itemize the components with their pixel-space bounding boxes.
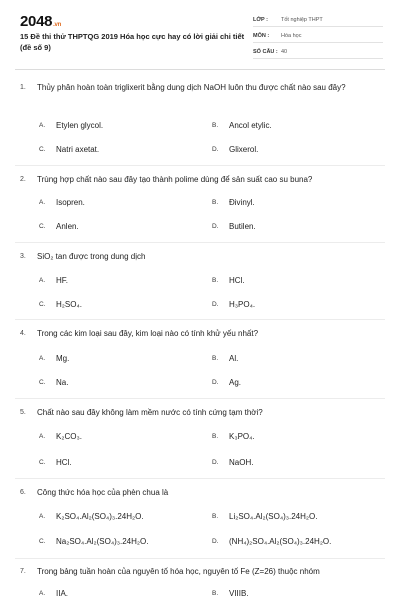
question-2 xyxy=(20,173,390,186)
option-2c[interactable] xyxy=(39,222,79,232)
option-letter: B. xyxy=(212,355,219,362)
question-5 xyxy=(20,406,390,419)
logo-text: 2048 xyxy=(20,13,53,30)
option-letter: A. xyxy=(39,433,46,440)
option-3d[interactable] xyxy=(212,300,255,310)
option-2d[interactable] xyxy=(212,222,256,232)
option-letter: B. xyxy=(212,433,219,440)
question-number: 1. xyxy=(20,84,26,91)
option-letter: A. xyxy=(39,355,46,362)
option-letter: C. xyxy=(39,223,46,230)
question-number: 2. xyxy=(20,176,26,183)
option-letter: A. xyxy=(39,590,46,597)
site-logo[interactable] xyxy=(20,13,61,30)
option-text: Etylen glycol. xyxy=(56,121,104,130)
question-6 xyxy=(20,486,390,499)
meta-value: Tốt nghiệp THPT xyxy=(281,17,323,23)
meta-value: 40 xyxy=(281,49,288,55)
question-text: SiO₂ tan được trong dung dịch xyxy=(37,252,146,261)
option-text: Natri axetat. xyxy=(56,145,100,154)
option-letter: D. xyxy=(212,301,219,308)
option-letter: A. xyxy=(39,122,46,129)
option-3b[interactable] xyxy=(212,276,245,286)
question-separator xyxy=(15,165,385,166)
option-2b[interactable] xyxy=(212,198,255,208)
question-text: Trong bảng tuần hoàn của nguyên tố hóa học, nguyên tố Fe (Z=26) thuộc nhóm xyxy=(37,567,320,576)
question-text: Chất nào sau đây không làm mềm nước có tính cứng tạm thời? xyxy=(37,408,263,417)
option-text: HF. xyxy=(56,276,68,285)
option-letter: D. xyxy=(212,538,219,545)
option-6c[interactable] xyxy=(39,537,148,547)
question-number: 6. xyxy=(20,489,26,496)
option-6b[interactable] xyxy=(212,512,317,522)
question-separator xyxy=(15,558,385,559)
question-number: 3. xyxy=(20,253,26,260)
option-letter: D. xyxy=(212,146,219,153)
question-separator xyxy=(15,398,385,399)
option-letter: C. xyxy=(39,459,46,466)
option-text: Glixerol. xyxy=(229,145,259,154)
question-number: 7. xyxy=(20,568,26,575)
option-letter: C. xyxy=(39,146,46,153)
option-text: Na. xyxy=(56,378,69,387)
option-text: VIIIB. xyxy=(229,589,249,598)
option-4d[interactable] xyxy=(212,378,241,388)
question-text: Trùng hợp chất nào sau đây tạo thành polime dùng để sản suất cao su buna? xyxy=(37,175,313,184)
option-text: Butilen. xyxy=(229,222,256,231)
meta-key: SỐ CÂU : xyxy=(253,49,278,55)
question-4 xyxy=(20,327,390,340)
option-letter: D. xyxy=(212,379,219,386)
option-letter: A. xyxy=(39,277,46,284)
header-divider xyxy=(15,69,385,70)
option-1d[interactable] xyxy=(212,145,258,155)
option-letter: C. xyxy=(39,538,46,545)
option-2a[interactable] xyxy=(39,198,85,208)
question-text: Thủy phân hoàn toàn triglixerit bằng dung dịch NaOH luôn thu được chất nào sau đây? xyxy=(37,83,346,92)
option-letter: B. xyxy=(212,122,219,129)
question-separator xyxy=(15,319,385,320)
option-text: H₂SO₄. xyxy=(56,300,82,309)
option-text: Isopren. xyxy=(56,198,85,207)
question-number: 5. xyxy=(20,409,26,416)
question-text: Trong các kim loại sau đây, kim loại nào có tính khử yếu nhất? xyxy=(37,329,259,338)
option-3c[interactable] xyxy=(39,300,82,310)
option-letter: B. xyxy=(212,199,219,206)
option-letter: B. xyxy=(212,590,219,597)
option-text: Ancol etylic. xyxy=(229,121,272,130)
option-3a[interactable] xyxy=(39,276,68,286)
question-3 xyxy=(20,250,390,263)
option-text: HCl. xyxy=(56,458,72,467)
option-text: Anlen. xyxy=(56,222,79,231)
option-letter: A. xyxy=(39,199,46,206)
option-1c[interactable] xyxy=(39,145,99,155)
option-text: K₂CO₃. xyxy=(56,432,82,441)
option-text: Li₂SO₄.Al₂(SO₄)₃.24H₂O. xyxy=(229,512,318,521)
option-letter: B. xyxy=(212,513,219,520)
question-7 xyxy=(20,565,390,578)
meta-key: MÔN : xyxy=(253,33,270,39)
option-6a[interactable] xyxy=(39,512,144,522)
option-4c[interactable] xyxy=(39,378,68,388)
option-5c[interactable] xyxy=(39,458,72,468)
option-4a[interactable] xyxy=(39,354,69,364)
option-letter: C. xyxy=(39,301,46,308)
option-letter: A. xyxy=(39,513,46,520)
meta-row-subject xyxy=(253,30,383,43)
option-7a[interactable] xyxy=(39,589,68,599)
option-4b[interactable] xyxy=(212,354,238,364)
option-text: Mg. xyxy=(56,354,70,363)
option-letter: D. xyxy=(212,459,219,466)
meta-row-class xyxy=(253,14,383,27)
option-1b[interactable] xyxy=(212,121,272,131)
option-6d[interactable] xyxy=(212,537,331,547)
option-text: Al. xyxy=(229,354,239,363)
document-title: 15 Đề thi thử THPTQG 2019 Hóa học cực hay có lời giải chi tiết (đề số 9) xyxy=(20,32,245,52)
option-text: H₃PO₄. xyxy=(229,300,256,309)
meta-key: LỚP : xyxy=(253,17,268,23)
option-text: NaOH. xyxy=(229,458,254,467)
option-5a[interactable] xyxy=(39,432,82,442)
option-text: HCl. xyxy=(229,276,245,285)
meta-row-count xyxy=(253,46,383,59)
option-text: Ag. xyxy=(229,378,242,387)
exam-meta xyxy=(253,14,383,62)
option-letter: B. xyxy=(212,277,219,284)
meta-value: Hóa học xyxy=(281,33,302,39)
option-letter: D. xyxy=(212,223,219,230)
option-5d[interactable] xyxy=(212,458,253,468)
option-text: K₂SO₄.Al₂(SO₄)₃.24H₂O. xyxy=(56,512,144,521)
option-7b[interactable] xyxy=(212,589,249,599)
question-text: Công thức hóa học của phèn chua là xyxy=(37,488,169,497)
option-text: IIA. xyxy=(56,589,69,598)
option-letter: C. xyxy=(39,379,46,386)
option-text: Đivinyl. xyxy=(229,198,255,207)
option-text: (NH₄)₂SO₄.Al₂(SO₄)₃.24H₂O. xyxy=(229,537,332,546)
option-text: K₃PO₄. xyxy=(229,432,255,441)
document-header xyxy=(0,0,400,68)
option-1a[interactable] xyxy=(39,121,103,131)
option-5b[interactable] xyxy=(212,432,255,442)
logo-suffix: .vn xyxy=(53,22,61,28)
option-text: Na₂SO₄.Al₂(SO₄)₃.24H₂O. xyxy=(56,537,149,546)
question-separator xyxy=(15,478,385,479)
question-1 xyxy=(20,81,390,94)
question-number: 4. xyxy=(20,330,26,337)
question-separator xyxy=(15,242,385,243)
